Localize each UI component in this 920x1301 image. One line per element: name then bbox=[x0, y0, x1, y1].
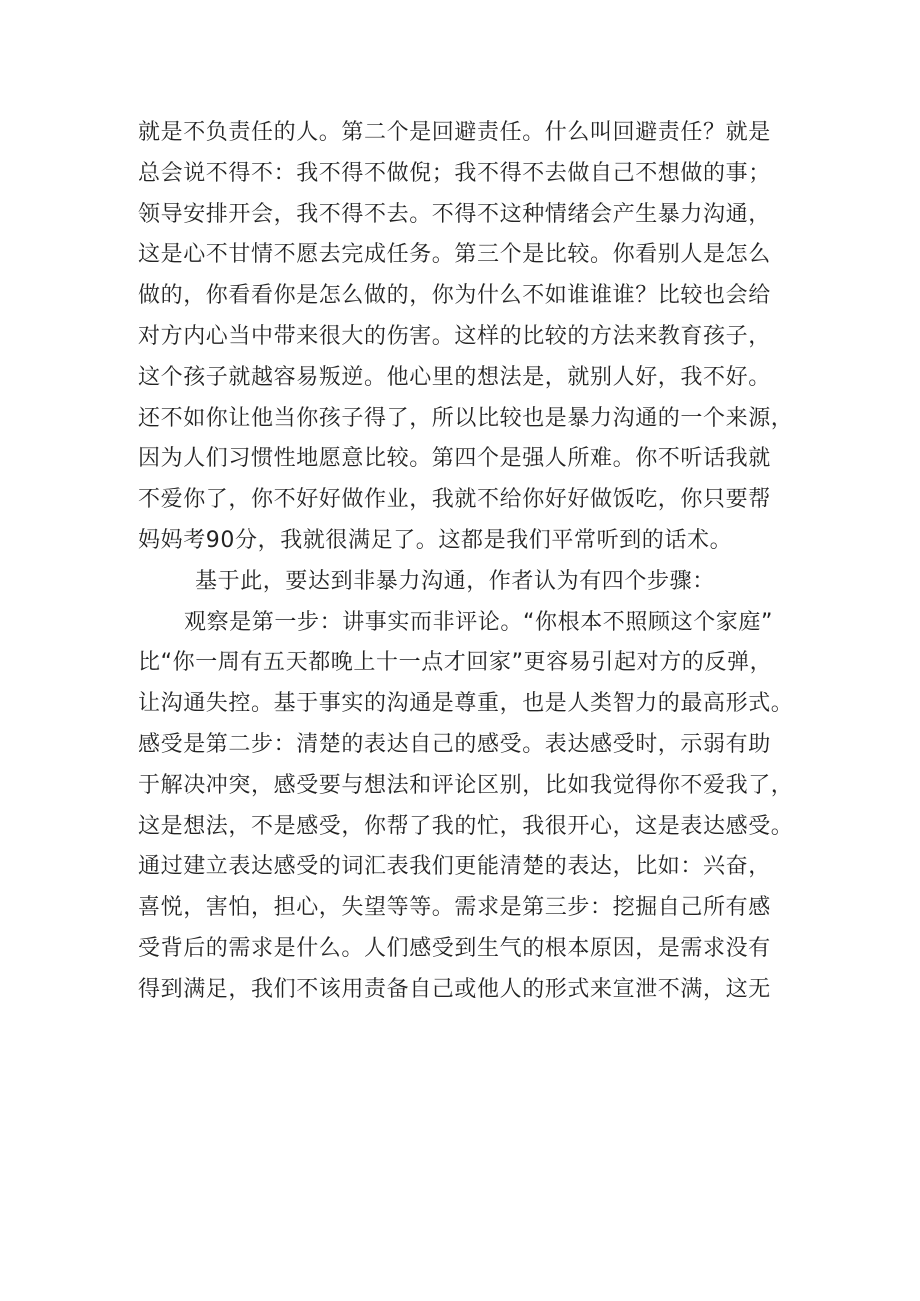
text-line: 不爱你了，你不好好做作业，我就不给你好好做饭吃，你只要帮 bbox=[138, 487, 771, 513]
text-line: 这是心不甘情不愿去完成任务。第三个是比较。你看别人是怎么 bbox=[138, 242, 771, 268]
text-line: 于解决冲突，感受要与想法和评论区别，比如我觉得你不爱我了， bbox=[138, 772, 794, 798]
text-line: 领导安排开会，我不得不去。不得不这种情绪会产生暴力沟通， bbox=[138, 201, 771, 227]
text-line: 做的，你看看你是怎么做的，你为什么不如谁谁谁？比较也会给 bbox=[138, 283, 771, 309]
text-line: 还不如你让他当你孩子得了，所以比较也是暴力沟通的一个来源， bbox=[138, 405, 794, 431]
text-line: 就是不负责任的人。第二个是回避责任。什么叫回避责任？就是 bbox=[138, 120, 771, 145]
text-line: 受背后的需求是什么。人们感受到生气的根本原因，是需求没有 bbox=[138, 935, 771, 961]
text-line: 喜悦，害怕，担心，失望等等。需求是第三步：挖掘自己所有感 bbox=[138, 895, 771, 921]
text-line: 这个孩子就越容易叛逆。他心里的想法是，就别人好，我不好。 bbox=[138, 364, 771, 390]
text-line: 对方内心当中带来很大的伤害。这样的比较的方法来教育孩子， bbox=[138, 323, 771, 349]
text-line: 感受是第二步：清楚的表达自己的感受。表达感受时，示弱有助 bbox=[138, 731, 771, 757]
text-line: 总会说不得不：我不得不做倪；我不得不去做自己不想做的事； bbox=[138, 160, 771, 186]
text-line: 得到满足，我们不该用责备自己或他人的形式来宣泄不满，这无 bbox=[138, 976, 771, 1002]
text-line: 让沟通失控。基于事实的沟通是尊重，也是人类智力的最高形式。 bbox=[138, 691, 794, 717]
paragraph-intro-line: 基于此，要达到非暴力沟通，作者认为有四个步骤： bbox=[195, 568, 715, 594]
document-body bbox=[0, 113, 920, 1011]
text-line: 比“你一周有五天都晚上十一点才回家”更容易引起对方的反弹， bbox=[138, 650, 773, 676]
text-line: 这是想法，不是感受，你帮了我的忙，我很开心，这是表达感受。 bbox=[138, 813, 794, 839]
text-line: 通过建立表达感受的词汇表我们更能清楚的表达，比如：兴奋， bbox=[138, 854, 771, 880]
paragraph-first-line: 观察是第一步：讲事实而非评论。“你根本不照顾这个家庭” bbox=[184, 609, 773, 635]
text-line: 因为人们习惯性地愿意比较。第四个是强人所难。你不听话我就 bbox=[138, 446, 771, 472]
text-line: 妈妈考90分，我就很满足了。这都是我们平常听到的话术。 bbox=[138, 527, 733, 553]
